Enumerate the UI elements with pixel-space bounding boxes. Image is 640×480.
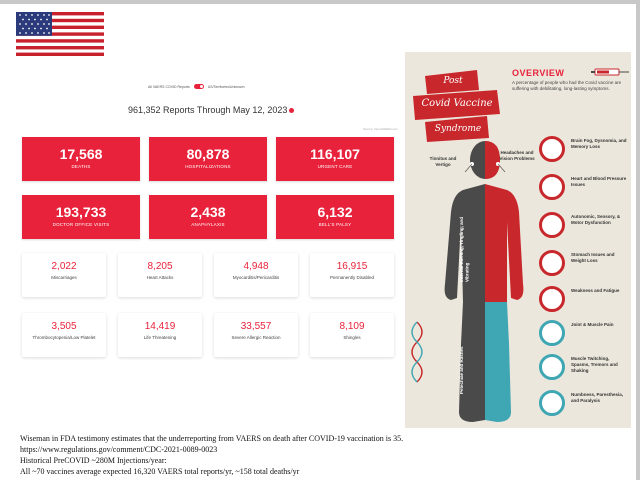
overview-title: OVERVIEW <box>512 68 565 78</box>
stat-value: 14,419 <box>144 321 176 332</box>
stat-label: Severe Allergic Reaction <box>231 335 281 340</box>
dna-icon <box>412 322 422 382</box>
stat-value: 6,132 <box>317 204 353 220</box>
stat-label: Life Threatening <box>143 335 177 340</box>
symptom-heart: Heart and Blood Pressure Issues <box>539 172 627 208</box>
stat-card-doctor-visits <box>22 195 140 239</box>
toggle-right-label: US/Territories/Unknown <box>207 84 245 89</box>
top-border <box>0 0 640 4</box>
tinnitus-label: Tinnitus and Vertigo <box>429 156 457 167</box>
battery-icon <box>539 286 565 312</box>
stat-label: Heart Attacks <box>146 275 174 280</box>
stat-label: Myocarditis/Pericarditis <box>232 275 280 280</box>
stat-card-life-threatening <box>118 313 202 357</box>
toggle-left-label: All VAERS COVID Reports <box>148 84 190 89</box>
us-flag-image <box>16 12 104 56</box>
stat-card-bells-palsy <box>276 195 394 239</box>
stat-value: 8,205 <box>147 261 173 272</box>
symptom-weakness: Weakness and Fatigue <box>539 284 627 320</box>
headaches-label: Headaches and Vision Problems <box>499 150 535 161</box>
stat-card-thrombocytopenia <box>22 313 106 357</box>
stat-label: Miscarriages <box>51 275 77 280</box>
stat-value: 33,557 <box>240 321 272 332</box>
caption-line-4: All ~70 vaccines average expected 16,320 VAERS total reports/yr, ~158 total deaths/yr <box>20 467 300 476</box>
stat-card-heart-attacks <box>118 253 202 297</box>
reports-title: 961,352 Reports Through May 12, 2023 <box>128 105 294 115</box>
caption-line-3: Historical PreCOVID ~280M Injections/year: <box>20 456 167 465</box>
stat-label: URGENT CARE <box>317 164 353 169</box>
stat-value: 8,109 <box>339 321 365 332</box>
stat-value: 16,915 <box>336 261 368 272</box>
stat-value: 116,107 <box>310 146 360 162</box>
stat-value: 3,505 <box>51 321 77 332</box>
poster-title-2: Covid Vaccine <box>421 98 493 109</box>
burning-label: Internal Burning, Tingling, and Vibrating <box>459 216 470 282</box>
stomach-icon <box>539 250 565 276</box>
stat-value: 2,438 <box>190 204 226 220</box>
caption-line-1: Wiseman in FDA testimony estimates that the underreporting from VAERS on death after COVID-19 vaccination is 35. <box>20 434 404 443</box>
stat-card-miscarriages <box>22 253 106 297</box>
joint-icon <box>539 320 565 346</box>
stat-label: BELL'S PALSY <box>318 222 352 227</box>
source-label: Source: OpenVAERS.com <box>363 127 398 131</box>
info-icon[interactable] <box>289 108 294 113</box>
brain-icon <box>539 136 565 162</box>
stat-value: 2,022 <box>51 261 77 272</box>
caption-text <box>20 433 403 477</box>
toggle-switch[interactable] <box>194 84 204 89</box>
petechiae-label: Petechiae and Rashes <box>459 346 464 394</box>
report-toggle[interactable] <box>148 84 245 89</box>
symptom-twitching: Muscle Twitching, Spasms, Tremors and Shaking <box>539 352 627 388</box>
stat-card-shingles <box>310 313 394 357</box>
poster-title-3: Syndrome <box>434 124 482 134</box>
stat-card-urgent-care <box>276 137 394 181</box>
stat-card-deaths <box>22 137 140 181</box>
foot-icon <box>539 390 565 416</box>
stat-value: 80,878 <box>186 146 230 162</box>
stat-label: Thrombocytopenia/Low Platelet <box>32 335 96 340</box>
nerve-icon <box>539 212 565 238</box>
stat-value: 193,733 <box>55 204 107 220</box>
muscle-icon <box>539 354 565 380</box>
stat-label: DOCTOR OFFICE VISITS <box>52 222 110 227</box>
heart-icon <box>539 174 565 200</box>
vaers-dashboard <box>18 80 400 360</box>
post-covid-syndrome-poster <box>405 52 631 428</box>
stat-card-myocarditis <box>214 253 298 297</box>
stat-label: Shingles <box>343 335 361 340</box>
stat-value: 4,948 <box>243 261 269 272</box>
symptom-autonomic: Autonomic, Sensory, & Motor Dysfunction <box>539 210 627 246</box>
stat-card-anaphylaxis <box>149 195 267 239</box>
symptom-brain-fog: Brain Fog, Dysnomia, and Memory Loss <box>539 134 627 170</box>
symptom-numbness: Numbness, Paresthesia, and Paralysis <box>539 388 627 424</box>
stat-card-severe-allergic <box>214 313 298 357</box>
symptom-joint-pain: Joint & Muscle Pain <box>539 318 627 354</box>
stat-label: Permanently Disabled <box>329 275 375 280</box>
syringe-icon <box>591 69 629 75</box>
stat-label: HOSPITALIZATIONS <box>185 164 231 169</box>
stat-card-hospitalizations <box>149 137 267 181</box>
overview-text: A percentage of people who had the Covid vaccine are suffering with debilitating, long-lasting symptoms. <box>512 80 622 92</box>
stat-label: DEATHS <box>71 164 91 169</box>
stat-value: 17,568 <box>59 146 103 162</box>
right-border <box>636 0 640 480</box>
symptom-stomach: Stomach Issues and Weight Loss <box>539 248 627 284</box>
body-silhouette <box>445 141 524 422</box>
stat-card-disabled <box>310 253 394 297</box>
stat-label: ANAPHYLAXIS <box>191 222 225 227</box>
poster-title-1: Post <box>443 76 463 86</box>
caption-line-2: https://www.regulations.gov/comment/CDC-2021-0089-0023 <box>20 445 218 454</box>
